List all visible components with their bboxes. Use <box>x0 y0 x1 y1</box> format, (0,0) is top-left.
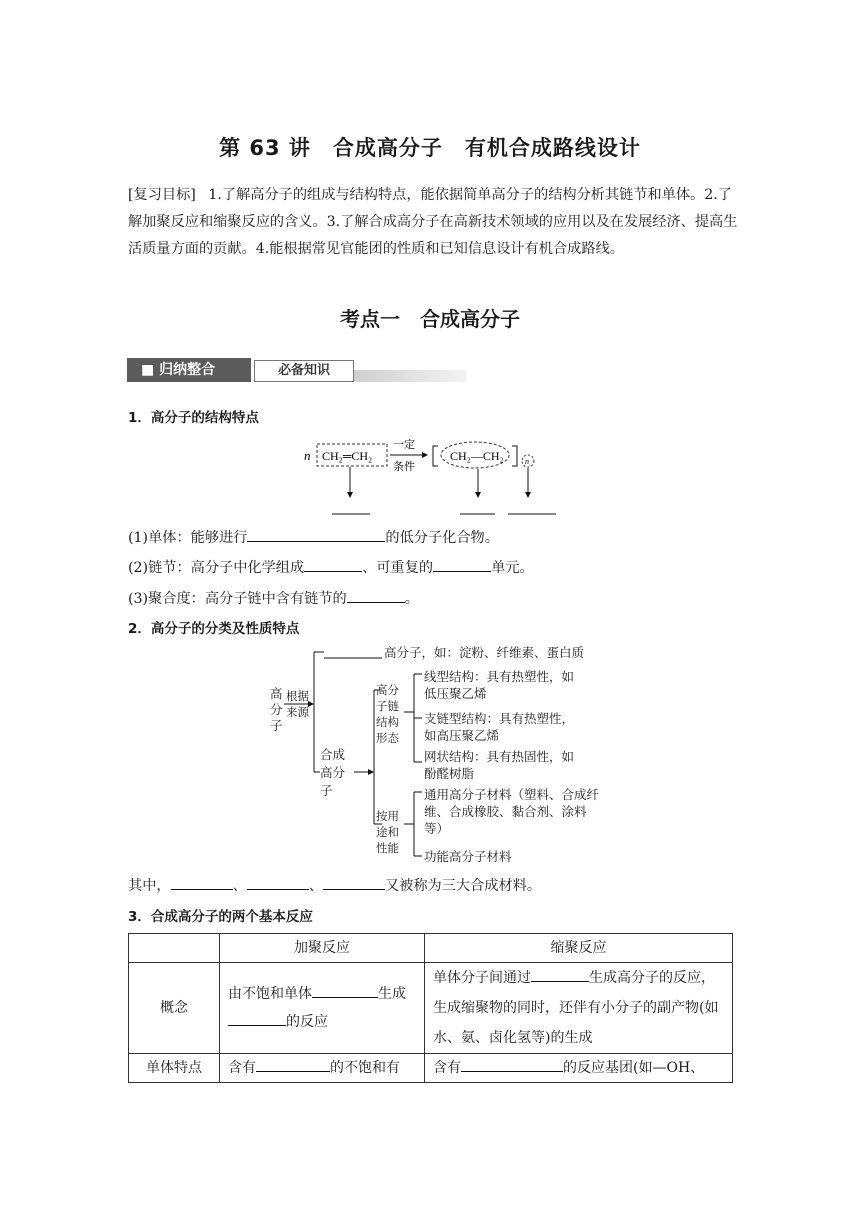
col-condensation: 缩聚反应 <box>425 934 733 963</box>
chain-unit-formula: CH₂—CH₂ <box>450 449 504 463</box>
tree-natural: 高分子，如：淀粉、纤维素、蛋白质 <box>384 645 585 660</box>
tree-synthetic: 合成高分子 <box>320 747 346 798</box>
monomer-pointer-head <box>347 492 353 498</box>
col-addition: 加聚反应 <box>220 934 425 963</box>
tree-chain-label: 高分子链结构形态 <box>376 683 399 745</box>
monomer-formula: CH₂═CH₂ <box>322 449 373 463</box>
objectives-tag: [复习目标] <box>128 187 196 203</box>
left-bracket <box>433 446 438 466</box>
table-corner-cell <box>129 934 220 963</box>
tree-basis: 根据来源 <box>286 689 309 719</box>
objectives-text: 1.了解高分子的组成与结构特点，能依据简单高分子的结构分析其链节和单体。2.了解加聚反应和缩聚反应的含义。3.了解合成高分子在高新技术领域的应用以及在发展经济、提高生活质量方面的贡献。4.能根据常见官能团的性质和已知信息设计有机合成路线。 <box>128 187 738 257</box>
table-row <box>129 1054 733 1083</box>
item-degree: (3)聚合度：高分子链中含有链节的 。 <box>128 588 419 608</box>
page-title: 第 63 讲 合成高分子 有机合成路线设计 <box>219 136 641 160</box>
polymerization-diagram <box>290 434 570 524</box>
tree-root: 高分子 <box>270 686 283 733</box>
tree-branched: 支链型结构：具有热塑性，如高压聚乙烯 <box>424 711 575 743</box>
banner-light-label: 必备知识 <box>254 360 354 382</box>
review-objectives <box>128 182 740 263</box>
condition-bottom: 条件 <box>393 460 415 473</box>
row-label-concept: 概念 <box>129 963 220 1054</box>
right-bracket <box>512 446 517 466</box>
heading-reactions: 3．合成高分子的两个基本反应 <box>128 909 313 925</box>
section-banner <box>127 358 467 384</box>
cell-condensation-monomer: 含有 的反应基团(如—OH、 <box>425 1054 733 1083</box>
cell-addition-monomer: 含有 的不饱和有 <box>220 1054 425 1083</box>
cell-condensation-concept: 单体分子间通过 生成高分子的反应，生成缩聚物的同时，还伴有小分子的副产物(如水、氨、卤化氢等)的生成 <box>425 963 733 1054</box>
banner-gradient-bar <box>354 370 466 382</box>
tree-network: 网状结构：具有热固性，如酚醛树脂 <box>424 749 575 781</box>
coefficient-n: n <box>304 448 311 463</box>
heading-classification: 2．高分子的分类及性质特点 <box>128 621 300 637</box>
condition-top: 一定 <box>393 438 415 451</box>
cell-addition-concept: 由不饱和单体 生成的反应 <box>220 963 425 1054</box>
tree-functional: 功能高分子材料 <box>424 849 512 864</box>
tree-general: 通用高分子材料（塑料、合成纤维、合成橡胶、黏合剂、涂料等） <box>424 787 600 836</box>
tree-use-label: 按用途和性能 <box>376 809 399 855</box>
heading-structure: 1．高分子的结构特点 <box>128 410 259 426</box>
three-materials-line: 其中， 、 、 又被称为三大合成材料。 <box>128 875 541 895</box>
tree-linear: 线型结构：具有热塑性，如低压聚乙烯 <box>424 669 575 701</box>
item-monomer: (1)单体：能够进行 的低分子化合物。 <box>128 527 499 547</box>
classification-tree <box>262 642 612 868</box>
table-header-row <box>129 934 733 963</box>
unit-pointer-head <box>475 492 481 498</box>
reaction-arrowhead <box>422 452 428 458</box>
degree-pointer-head <box>525 492 531 498</box>
reaction-table <box>128 933 733 1083</box>
item-chain-unit: (2)链节：高分子中化学组成 、可重复的 单元。 <box>128 557 534 577</box>
row-label-monomer: 单体特点 <box>129 1054 220 1083</box>
section-title: 考点一 合成高分子 <box>340 307 520 331</box>
degree-n: n <box>525 457 529 466</box>
synthetic-arrowhead <box>368 769 374 775</box>
table-row <box>129 963 733 1054</box>
banner-dark-label: ■ 归纳整合 <box>127 358 251 382</box>
